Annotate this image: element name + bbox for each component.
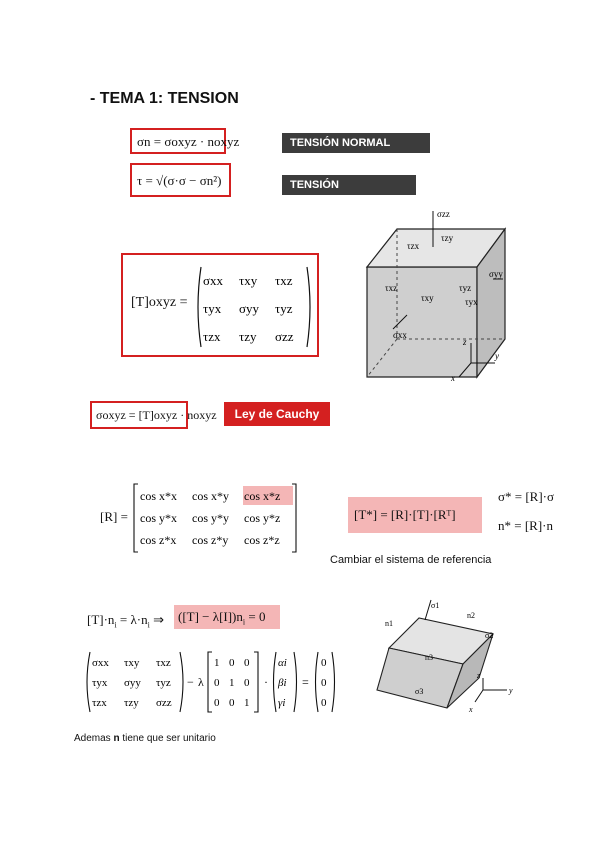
stress-cube-diagram [355, 205, 525, 385]
identity-cell: 0 [244, 657, 250, 669]
n3-label: n3 [425, 653, 433, 662]
eigen-cell: τzx [92, 697, 107, 709]
sigma-xx-label: σxx [393, 330, 407, 340]
sigma2-label: σ2 [485, 631, 494, 640]
rotation-cell: cos x*y [192, 489, 229, 503]
zero-right-paren [332, 652, 335, 712]
identity-cell: 1 [244, 697, 250, 709]
label-tension-normal: TENSIÓN NORMAL [282, 133, 430, 153]
zero-left-paren [316, 652, 319, 712]
tau-xz-label: τxz [385, 283, 398, 293]
tensor-cell: σyy [239, 301, 260, 316]
alpha-cell: γi [278, 697, 286, 709]
equals-sign: = [302, 675, 309, 689]
identity-cell: 0 [214, 677, 220, 689]
note-suffix: tiene que ser unitario [119, 733, 216, 744]
tensor-cell: τyx [203, 301, 222, 316]
right-bracket [180, 652, 183, 712]
tensor-cell: τyz [275, 301, 293, 316]
stress-tensor-box [121, 253, 319, 357]
alpha-cell: αi [278, 657, 287, 669]
sigma-star-equation: σ* = [R]·σ [498, 489, 555, 504]
left-bracket [134, 484, 138, 552]
cauchy-equation: σoxyz = [T]oxyz · noxyz [96, 408, 217, 422]
cube2-axis-x-label: x [469, 705, 473, 714]
eigen-equation-lhs: $[T]\cdot n_i = \lambda\cdot n_i$ ⇒ [87, 612, 165, 630]
tensor-cell: τzy [239, 329, 257, 344]
identity-left-bracket [208, 652, 212, 712]
tau-xy-label: τxy [421, 293, 434, 303]
note-prefix: Ademas [74, 733, 114, 744]
alpha-left-paren [274, 652, 277, 712]
eigen-cell: τyz [156, 677, 171, 689]
minus-sign: − [187, 675, 194, 689]
stress-tensor-matrix [195, 265, 313, 349]
tau-yz-label: τyz [459, 283, 472, 293]
stress-tensor-lhs: [T]oxyz = [131, 295, 188, 310]
eigen-cell: τyx [92, 677, 108, 689]
eigen-cell: τxz [156, 657, 171, 669]
identity-cell: 0 [214, 697, 220, 709]
sigma-zz-label: σzz [437, 209, 450, 219]
tensor-cell: σxx [203, 273, 224, 288]
rotation-cell: cos y*x [140, 511, 177, 525]
identity-cell: 1 [214, 657, 220, 669]
eigen-cell: σzz [156, 697, 172, 709]
n1-label: n1 [385, 619, 393, 628]
sigma1-label: σ1 [431, 601, 440, 610]
principal-stress-cube-diagram [375, 598, 525, 718]
note-n: n [113, 733, 120, 744]
cube2-axis-x [475, 690, 483, 702]
reference-change-note: Cambiar el sistema de referencia [330, 554, 492, 566]
rotation-cell: cos y*z [244, 511, 281, 525]
label-ley-de-cauchy: Ley de Cauchy [224, 402, 330, 426]
identity-cell: 0 [244, 677, 250, 689]
rotation-cell: cos y*y [192, 511, 229, 525]
eigen-cell: τxy [124, 657, 140, 669]
dot-operator: · [264, 675, 268, 689]
zero-cell: 0 [321, 657, 327, 669]
identity-cell: 0 [229, 657, 235, 669]
identity-cell: 0 [229, 697, 235, 709]
page-title: - TEMA 1: TENSION [90, 90, 239, 107]
normal-stress-equation: σn = σoxyz · noxyz [137, 134, 240, 149]
sigma3-label: σ3 [415, 687, 424, 696]
transform-equation-box [348, 497, 482, 533]
rotation-matrix-block [100, 482, 300, 554]
axis-x-label: x [451, 373, 455, 383]
tensor-cell: τxy [239, 273, 258, 288]
eigen-equation-rhs: $([T] - \lambda[I])n_i = 0$ [178, 609, 266, 627]
zero-cell: 0 [321, 677, 327, 689]
axis-y-label: y [495, 351, 499, 361]
zero-cell: 0 [321, 697, 327, 709]
eigen-matrix-system [84, 650, 340, 714]
right-bracket [307, 267, 310, 347]
normal-stress-equation-box [130, 128, 240, 154]
axis-z-label: z [463, 337, 467, 347]
eigen-cell: τzy [124, 697, 139, 709]
rotation-cell: cos x*z [244, 489, 281, 503]
tau-zx-label: τzx [407, 241, 420, 251]
tangential-stress-equation-box [130, 163, 231, 197]
identity-right-bracket [254, 652, 258, 712]
cube2-axis-z-label: z [477, 671, 481, 680]
cube2-axis-y-label: y [509, 686, 513, 695]
sigma-yy-label: σyy [489, 269, 503, 279]
transform-equation: [T*] = [R]·[T]·[Rᵀ] [354, 507, 456, 522]
n-star-equation: n* = [R]·n [498, 518, 553, 533]
identity-cell: 1 [229, 677, 235, 689]
rotation-cell: cos z*y [192, 533, 229, 547]
eigen-cell: σyy [124, 677, 141, 689]
rotation-cell: cos x*x [140, 489, 177, 503]
rotation-lhs: [R] = [100, 509, 128, 524]
n2-label: n2 [467, 611, 475, 620]
eigen-equation-box [174, 605, 280, 629]
rotation-cell: cos z*z [244, 533, 280, 547]
cauchy-equation-box [90, 401, 217, 429]
right-bracket [292, 484, 296, 552]
tau-zy-label: τzy [441, 233, 454, 243]
left-bracket [198, 267, 201, 347]
rotation-matrix [132, 482, 298, 554]
unit-normal-note [74, 733, 216, 744]
tau-yx-label: τyx [465, 297, 478, 307]
label-tension-tangencial: TENSIÓN TANGENCIAL [282, 175, 416, 195]
alpha-cell: βi [278, 677, 287, 689]
lambda-symbol: λ [198, 675, 204, 689]
tensor-cell: τzx [203, 329, 221, 344]
left-bracket [87, 652, 90, 712]
tangential-stress-equation: τ = √(σ·σ − σn²) [137, 173, 222, 188]
tensor-cell: σzz [275, 329, 294, 344]
rotation-cell: cos z*x [140, 533, 177, 547]
alpha-right-paren [294, 652, 297, 712]
eigen-cell: σxx [92, 657, 109, 669]
tensor-cell: τxz [275, 273, 293, 288]
